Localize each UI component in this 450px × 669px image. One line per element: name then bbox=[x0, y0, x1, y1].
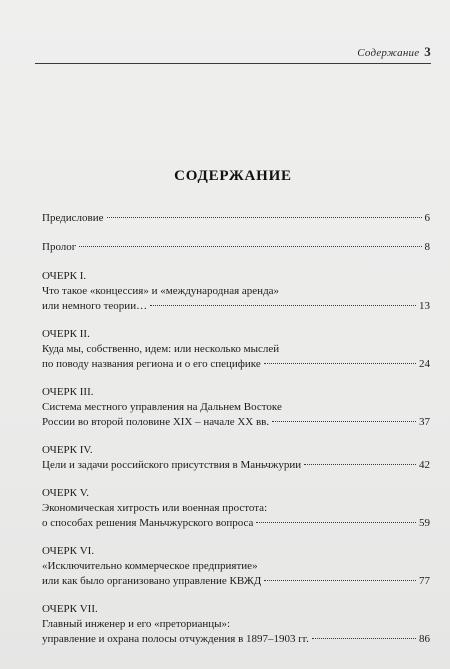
toc-entry-title: управление и охрана полосы отчуждения в 1897–1903 гг. bbox=[42, 633, 309, 645]
toc-page-number: 59 bbox=[419, 517, 430, 529]
toc-essay-label: ОЧЕРК VII. bbox=[42, 603, 98, 615]
toc-entry[interactable] bbox=[42, 486, 430, 531]
toc-entry-title: или как было организовано управление КВЖД bbox=[42, 575, 262, 587]
header-rule bbox=[35, 63, 431, 64]
toc-leader-line bbox=[42, 415, 430, 430]
toc-entry-title: о способах решения Маньчжурского вопроса bbox=[42, 517, 254, 529]
toc-essay-label: ОЧЕРК II. bbox=[42, 328, 90, 340]
toc-entry-title-line: Куда мы, собственно, идем: или несколько мыслей bbox=[42, 343, 280, 355]
toc-entry[interactable] bbox=[42, 544, 430, 589]
toc-entry-title: Пролог bbox=[42, 241, 77, 253]
toc-entry[interactable] bbox=[42, 240, 430, 255]
running-title: Содержание bbox=[357, 47, 420, 59]
toc-page-number: 42 bbox=[419, 459, 430, 471]
toc-essay-label: ОЧЕРК V. bbox=[42, 487, 90, 499]
toc-leader-line bbox=[42, 516, 430, 531]
table-of-contents bbox=[42, 211, 430, 660]
toc-entry[interactable] bbox=[42, 211, 430, 226]
toc-leader-line bbox=[42, 632, 430, 647]
toc-leader-line bbox=[42, 574, 430, 589]
toc-entry-title-line: Система местного управления на Дальнем Востоке bbox=[42, 401, 282, 413]
toc-page-number: 86 bbox=[419, 633, 430, 645]
toc-page-number: 6 bbox=[424, 212, 430, 224]
toc-entry-title-line: Что такое «концессия» и «международная аренда» bbox=[42, 285, 280, 297]
toc-page-number: 37 bbox=[419, 416, 430, 428]
toc-entry[interactable] bbox=[42, 385, 430, 430]
toc-entry[interactable] bbox=[42, 269, 430, 314]
toc-leader-line bbox=[42, 211, 430, 226]
running-page-number: 3 bbox=[424, 44, 431, 59]
toc-entry-title-line: Экономическая хитрость или военная простота: bbox=[42, 502, 268, 514]
dot-leader bbox=[264, 580, 416, 581]
toc-leader-line bbox=[42, 240, 430, 255]
toc-entry-title: или немного теории… bbox=[42, 300, 148, 312]
toc-page-number: 8 bbox=[424, 241, 430, 253]
toc-page-number: 24 bbox=[419, 358, 430, 370]
toc-entry-title: Предисловие bbox=[42, 212, 104, 224]
toc-page-number: 77 bbox=[419, 575, 430, 587]
dot-leader bbox=[107, 217, 422, 218]
dot-leader bbox=[150, 305, 416, 306]
toc-leader-line bbox=[42, 357, 430, 372]
page-title: СОДЕРЖАНИЕ bbox=[174, 168, 292, 184]
dot-leader bbox=[79, 246, 421, 247]
toc-leader-line bbox=[42, 299, 430, 314]
toc-essay-label: ОЧЕРК IV. bbox=[42, 444, 93, 456]
toc-entry[interactable] bbox=[42, 327, 430, 372]
dot-leader bbox=[264, 363, 416, 364]
toc-entry-title-line: «Исключительно коммерческое предприятие» bbox=[42, 560, 258, 572]
toc-essay-label: ОЧЕРК I. bbox=[42, 270, 87, 282]
toc-leader-line bbox=[42, 458, 430, 473]
dot-leader bbox=[312, 638, 416, 639]
dot-leader bbox=[272, 421, 416, 422]
toc-entry-title: России во второй половине XIX – начале XX вв. bbox=[42, 416, 270, 428]
toc-essay-label: ОЧЕРК VI. bbox=[42, 545, 95, 557]
toc-entry[interactable] bbox=[42, 443, 430, 473]
toc-page-number: 13 bbox=[419, 300, 430, 312]
dot-leader bbox=[256, 522, 416, 523]
running-head bbox=[357, 44, 431, 60]
dot-leader bbox=[304, 464, 416, 465]
toc-entry-title-line: Главный инженер и его «преторианцы»: bbox=[42, 618, 231, 630]
toc-essay-label: ОЧЕРК III. bbox=[42, 386, 94, 398]
toc-entry[interactable] bbox=[42, 602, 430, 647]
toc-entry-title: Цели и задачи российского присутствия в Маньчжурии bbox=[42, 459, 302, 471]
toc-entry-title: по поводу названия региона и о его специфике bbox=[42, 358, 261, 370]
